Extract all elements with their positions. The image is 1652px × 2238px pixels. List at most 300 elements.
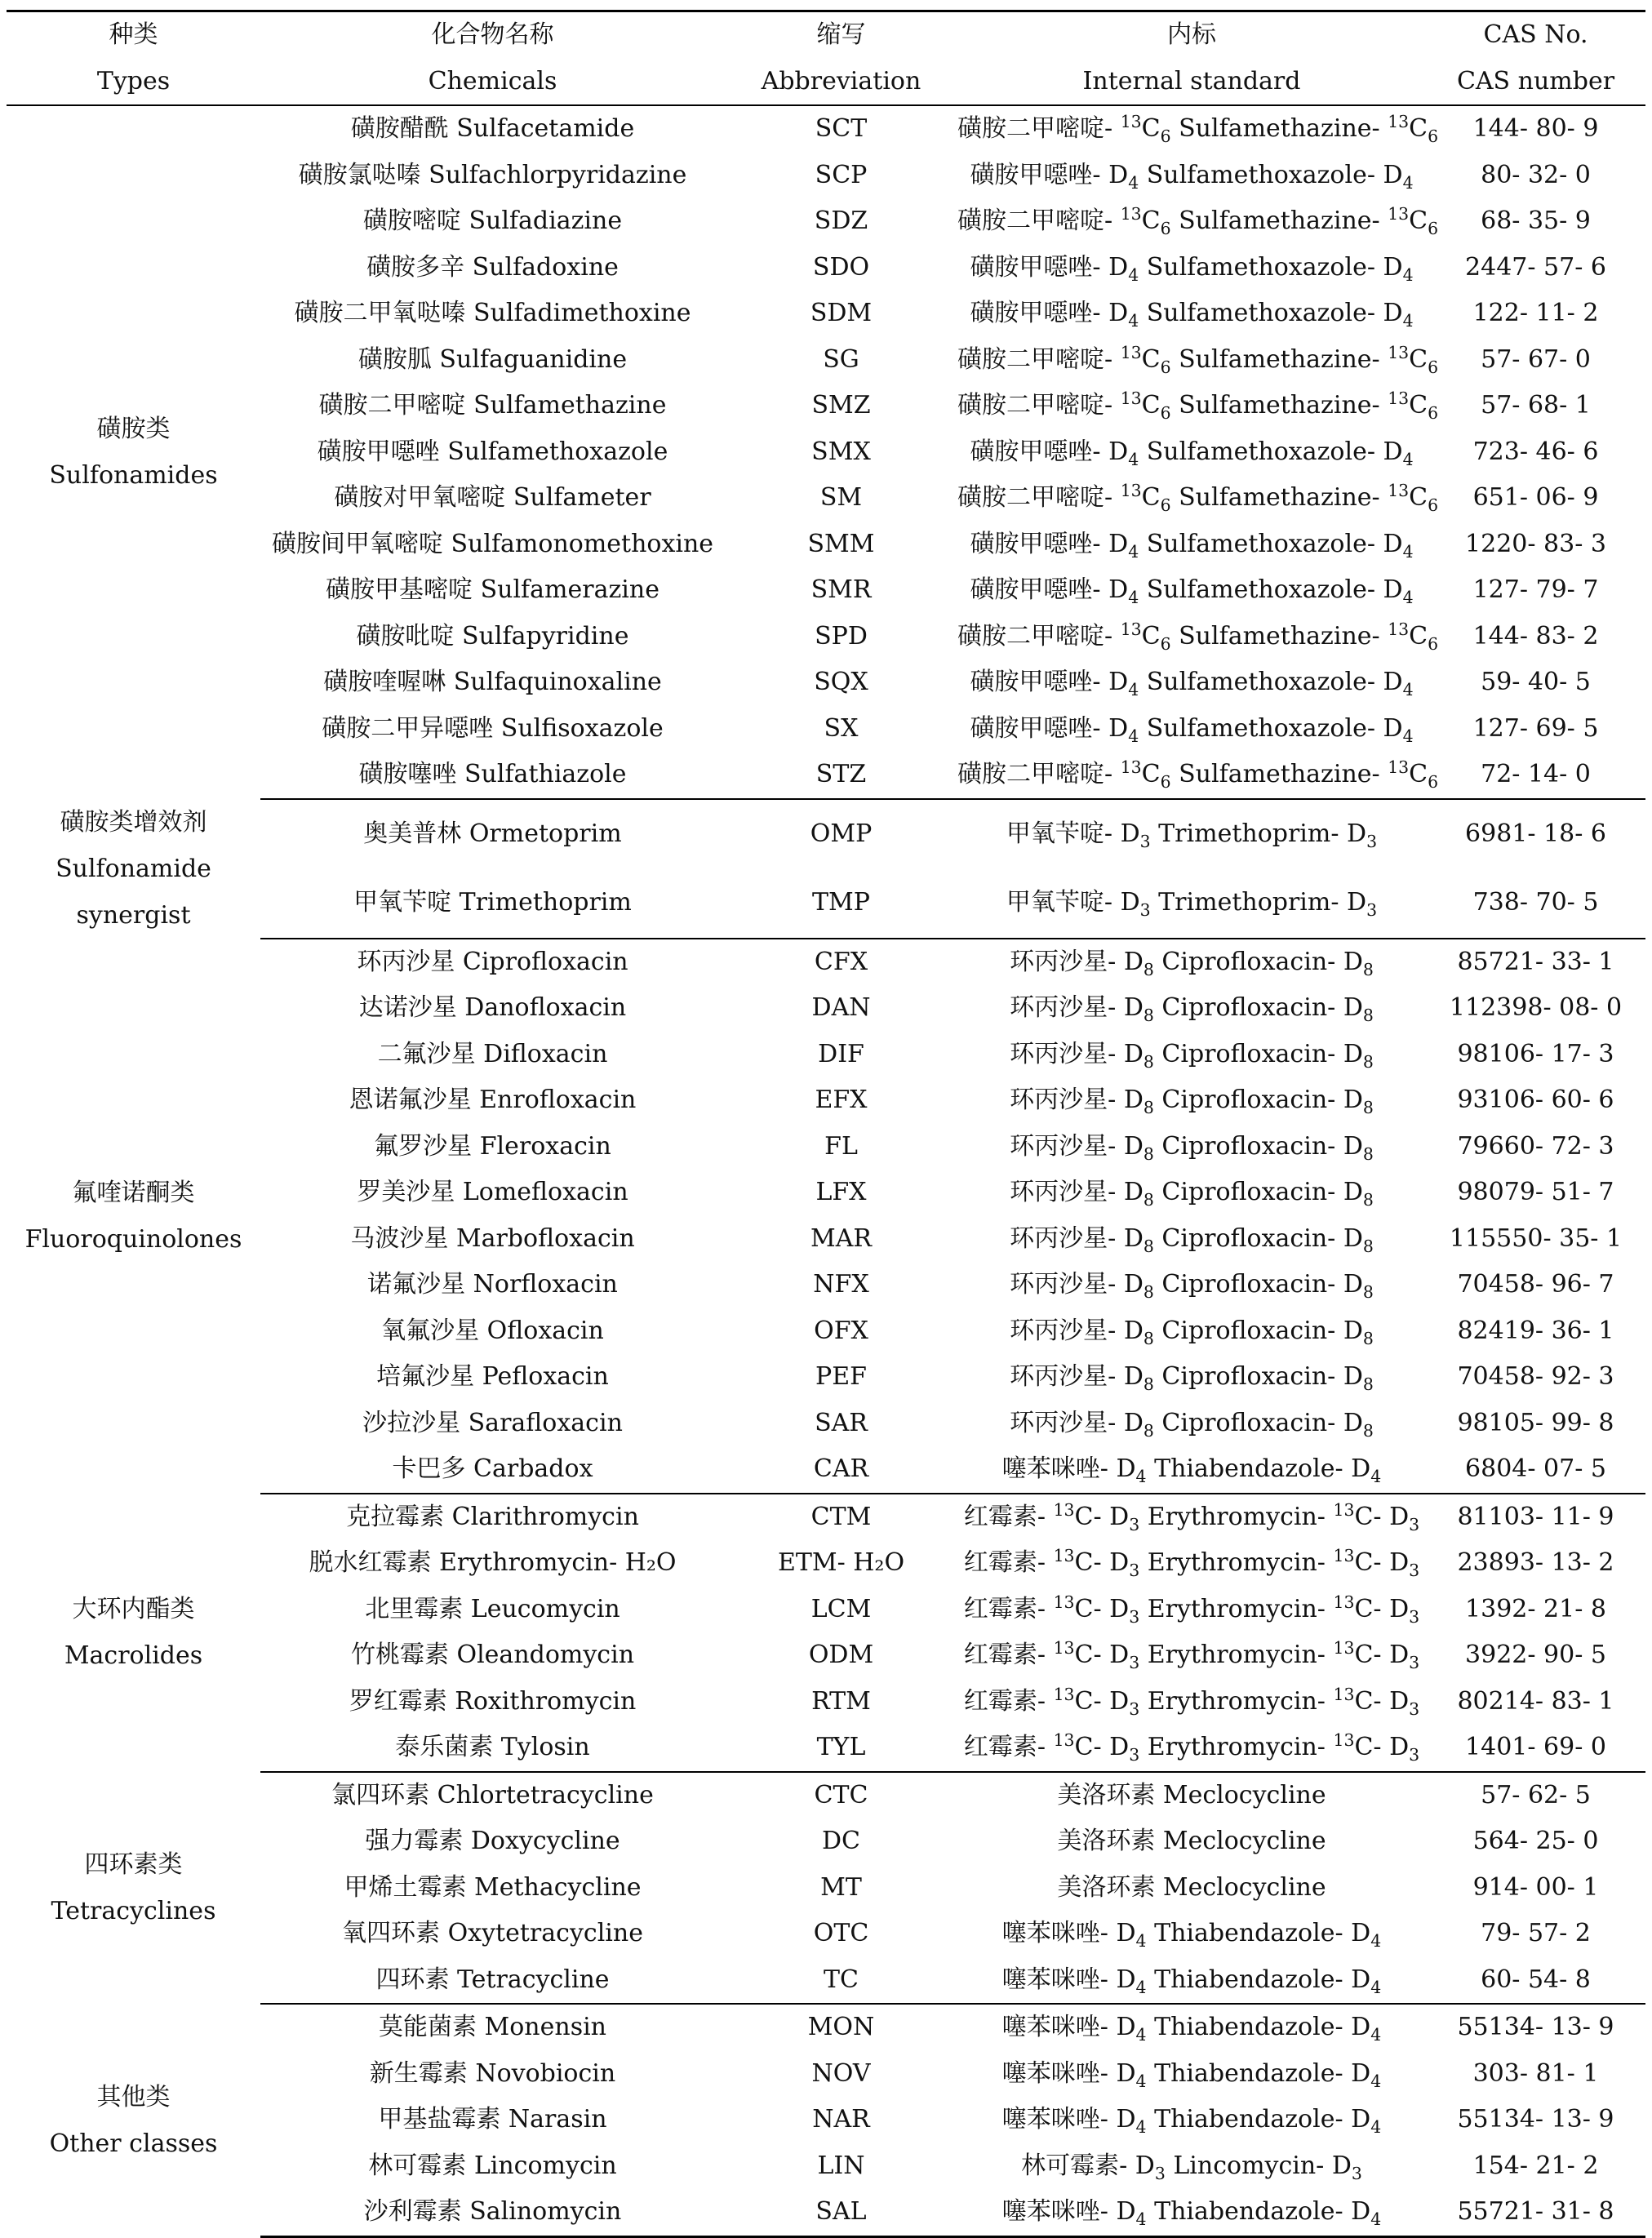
cas-cell: 79660- 72- 3 (1457, 1131, 1614, 1161)
cas-cell: 60- 54- 8 (1426, 1957, 1645, 2005)
cas-cell: 112398- 08- 0 (1449, 993, 1623, 1022)
std-sup: 13 (1053, 1638, 1075, 1658)
std-base2: C- D (1354, 1733, 1410, 1761)
std-sub: 6 (1160, 219, 1171, 238)
internal-standard-cell (957, 1679, 1426, 1725)
std-sub: 3 (1139, 831, 1151, 851)
chemical-cell: 罗红霉素 Roxithromycin (349, 1686, 637, 1716)
std-sub2: 6 (1428, 495, 1439, 515)
std-prefix: 红霉素- (963, 1594, 1054, 1623)
std-sub: 6 (1160, 127, 1171, 146)
std-prefix: 噻苯咪唑- (1001, 2013, 1117, 2041)
std-sup: 13 (1053, 1499, 1075, 1520)
std-sup2: 13 (1333, 1546, 1355, 1565)
internal-standard-cell (957, 291, 1426, 337)
std-sub2: 3 (1366, 831, 1378, 851)
table-row (7, 1494, 1645, 1541)
cas-cell: 70458- 92- 3 (1457, 1362, 1614, 1391)
internal-standard-cell (957, 1632, 1426, 1679)
std-base2: D (1351, 1965, 1371, 1994)
std-sub2: 6 (1428, 633, 1439, 654)
type-en: Tetracyclines (51, 1896, 216, 1925)
std-sub2: 3 (1409, 1606, 1420, 1627)
chemical-cell: 培氟沙星 Pefloxacin (376, 1362, 609, 1391)
compound-table (7, 10, 1645, 2238)
chemical-cell: 甲烯土霉素 Methacycline (344, 1872, 642, 1902)
abbreviation-cell: SMM (807, 529, 875, 558)
std-sub: 8 (1143, 1328, 1154, 1348)
chemical-cell: 克拉霉素 Clarithromycin (346, 1502, 639, 1531)
chemical-cell: 二氟沙星 Difloxacin (377, 1039, 608, 1068)
std-prefix: 环丙沙星- (1010, 1408, 1124, 1437)
std-sub: 4 (1128, 726, 1139, 746)
std-base: D (1123, 1316, 1144, 1345)
std-base: D (1123, 1223, 1144, 1253)
std-prefix: 红霉素- (963, 1502, 1054, 1531)
header-chemicals-cn: 化合物名称 (260, 11, 725, 59)
std-mid: Ciprofloxacin- (1153, 947, 1343, 976)
std-sub: 3 (1129, 1514, 1140, 1534)
std-sub2: 8 (1362, 1282, 1374, 1302)
internal-standard-cell (957, 2097, 1426, 2143)
abbreviation-cell: NFX (813, 1270, 869, 1299)
abbreviation-cell: SDM (810, 299, 873, 327)
internal-standard-cell (957, 939, 1426, 986)
cas-cell: 68- 35- 9 (1481, 206, 1591, 235)
std-base: D (1116, 2197, 1136, 2226)
internal-standard-cell (957, 2143, 1426, 2190)
abbreviation-cell: TYL (725, 1725, 957, 1772)
abbreviation-cell: DIF (818, 1039, 864, 1068)
std-prefix: 磺胺二甲嘧啶- (957, 114, 1121, 143)
std-base: D (1108, 160, 1129, 189)
std-mid: Sulfamethazine- (1170, 114, 1388, 143)
header-types-cn: 种类 (7, 11, 260, 59)
cas-cell: 55134- 13- 9 (1457, 2105, 1614, 2134)
internal-standard-cell (957, 868, 1426, 939)
std-sub2: 6 (1428, 772, 1439, 792)
internal-standard-cell (957, 1587, 1426, 1633)
group-2 (7, 939, 1645, 1494)
std-sub2: 4 (1370, 2025, 1382, 2045)
chemical-cell: 磺胺喹喔啉 Sulfaquinoxaline (323, 668, 662, 696)
std-mid: Erythromycin- (1139, 1641, 1334, 1669)
std-sub: 8 (1143, 1098, 1154, 1117)
std-sub: 8 (1143, 1236, 1154, 1256)
std-prefix: 环丙沙星- (1010, 1086, 1124, 1114)
chemical-cell: 莫能菌素 Monensin (378, 2013, 607, 2041)
std-base2: D (1343, 1131, 1363, 1161)
table-row (7, 1772, 1645, 1819)
chemical-cell: 卡巴多 Carbadox (260, 1446, 725, 1494)
std-sup: 13 (1120, 204, 1142, 224)
std-base: C (1141, 760, 1161, 788)
chemical-cell: 氧氟沙星 Ofloxacin (381, 1316, 604, 1345)
std-sup2: 13 (1388, 481, 1410, 500)
chemical-cell: 磺胺甲基嘧啶 Sulfamerazine (326, 575, 659, 604)
std-prefix: 磺胺甲噁唑- (970, 437, 1109, 466)
cas-cell: 144- 80- 9 (1472, 114, 1599, 143)
chemical-cell: 罗美沙星 Lomefloxacin (357, 1178, 628, 1206)
abbreviation-cell: MON (807, 2013, 875, 2041)
std-base2: C- D (1354, 1548, 1410, 1577)
std-sup: 13 (1053, 1684, 1075, 1704)
std-base: C (1141, 206, 1161, 235)
std-sup2: 13 (1388, 389, 1410, 408)
std-sup2: 13 (1333, 1592, 1355, 1612)
std-sub: 4 (1128, 588, 1139, 607)
std-base2: C- D (1354, 1594, 1410, 1623)
std-base2: D (1351, 2058, 1371, 2088)
chemical-cell: 磺胺二甲氧哒嗪 Sulfadimethoxine (294, 299, 691, 327)
std-sub: 4 (1128, 264, 1139, 285)
std-mid: Ciprofloxacin- (1153, 1086, 1343, 1114)
abbreviation-cell: SMX (811, 437, 871, 466)
std-base: D (1123, 1086, 1144, 1114)
type-cn: 大环内酯类 (72, 1595, 195, 1623)
group-5 (7, 2004, 1645, 2236)
chemical-cell: 氧四环素 Oxytetracycline (342, 1919, 643, 1947)
type-en: Macrolides (64, 1641, 203, 1670)
std-sub: 3 (1129, 1698, 1140, 1719)
type-cell (7, 939, 260, 1494)
std-base2: D (1343, 993, 1363, 1022)
std-base: C- D (1074, 1733, 1130, 1761)
std-base2: D (1383, 713, 1403, 743)
abbreviation-cell: CTM (810, 1502, 872, 1531)
std-mid: Sulfamethoxazole- (1139, 529, 1383, 558)
std-sub: 3 (1129, 1561, 1140, 1580)
abbreviation-cell: TMP (725, 868, 957, 939)
abbreviation-cell: SDZ (814, 206, 868, 235)
std-base: C (1141, 344, 1161, 374)
internal-standard-cell (957, 1818, 1426, 1865)
std-mid: Sulfamethazine- (1170, 206, 1388, 235)
std-base: D (1108, 299, 1129, 327)
std-mid: Sulfamethazine- (1170, 760, 1388, 788)
header-abbreviation-cn: 缩写 (725, 11, 957, 59)
std-prefix: 磺胺二甲嘧啶- (957, 391, 1121, 420)
std-sup2: 13 (1333, 1638, 1355, 1658)
table-row (7, 799, 1645, 869)
std-prefix: 磺胺甲噁唑- (970, 160, 1109, 189)
abbreviation-cell: OTC (813, 1919, 869, 1947)
std-base: D (1108, 252, 1129, 282)
std-base: C- D (1074, 1502, 1130, 1531)
std-sub: 6 (1160, 403, 1171, 423)
abbreviation-cell: ODM (808, 1641, 874, 1669)
std-sub: 8 (1143, 1282, 1154, 1302)
std-sub2: 8 (1362, 1374, 1374, 1394)
std-sub2: 4 (1370, 1977, 1382, 1997)
type-cell (7, 105, 260, 799)
std-base2: D (1351, 2197, 1371, 2226)
internal-standard-cell (957, 475, 1439, 522)
abbreviation-cell: SQX (814, 668, 868, 696)
abbreviation-cell: EFX (815, 1086, 868, 1114)
abbreviation-cell: MT (820, 1872, 862, 1902)
std-mid: Ciprofloxacin- (1153, 1178, 1343, 1206)
abbreviation-cell: SMZ (811, 391, 871, 420)
cas-cell: 1220- 83- 3 (1465, 529, 1606, 558)
type-cn: 磺胺类 (96, 415, 171, 444)
chemical-cell: 泰乐菌素 Tylosin (260, 1725, 725, 1772)
chemical-cell: 奥美普林 Ormetoprim (363, 819, 622, 848)
internal-standard-cell (957, 799, 1426, 869)
std-base: D (1135, 2151, 1155, 2180)
std-prefix: 环丙沙星- (1010, 1039, 1124, 1068)
abbreviation-cell: SX (824, 713, 859, 743)
std-base2: C (1409, 483, 1428, 512)
header-abbreviation-en: Abbreviation (725, 59, 957, 106)
internal-standard-cell (957, 383, 1439, 429)
std-sup2: 13 (1388, 204, 1410, 224)
std-base: D (1123, 1039, 1144, 1068)
type-cn: 氟喹诺酮类 (72, 1178, 195, 1207)
cas-cell: 55721- 31- 8 (1426, 2189, 1645, 2236)
std-sub: 4 (1135, 2117, 1147, 2137)
std-prefix: 噻苯咪唑- (1001, 1454, 1117, 1483)
std-sub: 6 (1160, 633, 1171, 654)
std-prefix: 环丙沙星- (1010, 1316, 1124, 1345)
internal-standard-cell (957, 1077, 1426, 1124)
std-base2: D (1343, 1178, 1363, 1206)
cas-cell: 81103- 11- 9 (1457, 1502, 1614, 1531)
cas-cell: 154- 21- 2 (1472, 2151, 1599, 2180)
std-base2: C (1409, 344, 1428, 374)
std-mid: Thiabendazole- (1146, 2105, 1352, 2134)
std-mid: Erythromycin- (1139, 1502, 1334, 1531)
std-base2: D (1383, 160, 1403, 189)
internal-standard-cell (957, 1911, 1426, 1957)
chemical-cell: 新生霉素 Novobiocin (369, 2058, 616, 2088)
std-mid: Ciprofloxacin- (1153, 1223, 1343, 1253)
cas-cell: 914- 00- 1 (1472, 1872, 1599, 1902)
std-base: D (1116, 1965, 1136, 1994)
std-mid: Sulfamethoxazole- (1139, 437, 1383, 466)
std-sup: 13 (1053, 1546, 1075, 1565)
std-prefix: 美洛环素 Meclocycline (1057, 1827, 1326, 1855)
std-sup: 13 (1120, 112, 1142, 131)
header-cas-cn: CAS No. (1426, 11, 1645, 59)
internal-standard-cell (957, 706, 1426, 753)
cas-cell: 303- 81- 1 (1472, 2058, 1599, 2088)
std-prefix: 甲氧苄啶- (1006, 888, 1121, 917)
std-sub: 8 (1143, 959, 1154, 979)
abbreviation-cell: SPD (815, 621, 868, 651)
std-sub: 4 (1128, 680, 1139, 699)
abbreviation-cell: SDO (812, 252, 870, 282)
type-en: Fluoroquinolones (24, 1224, 242, 1254)
internal-standard-cell (957, 1772, 1426, 1819)
std-base2: C (1409, 114, 1428, 143)
header-internal-standard-cn: 内标 (957, 11, 1426, 59)
std-base: C (1141, 114, 1161, 143)
std-base: D (1123, 993, 1144, 1022)
std-base: D (1108, 668, 1129, 696)
abbreviation-cell: SCP (815, 160, 868, 189)
std-mid: Ciprofloxacin- (1153, 1039, 1343, 1068)
chemical-cell: 脱水红霉素 Erythromycin- H₂O (309, 1548, 677, 1577)
std-sup2: 13 (1333, 1499, 1355, 1520)
std-sub2: 3 (1409, 1698, 1420, 1719)
std-sub2: 6 (1428, 219, 1439, 238)
cas-cell: 80- 32- 0 (1481, 160, 1591, 189)
std-base2: D (1343, 947, 1363, 976)
std-prefix: 林可霉素- (1021, 2151, 1135, 2180)
std-base: C (1141, 391, 1161, 420)
std-base2: D (1383, 437, 1403, 466)
std-base: C- D (1074, 1686, 1130, 1716)
chemical-cell: 磺胺多辛 Sulfadoxine (366, 252, 619, 282)
chemical-cell: 竹桃霉素 Oleandomycin (350, 1641, 635, 1669)
std-sub2: 6 (1428, 403, 1439, 423)
internal-standard-cell (957, 567, 1426, 614)
std-base2: D (1343, 1316, 1363, 1345)
table-row (7, 939, 1645, 986)
internal-standard-cell (957, 1170, 1426, 1216)
std-sub2: 8 (1362, 1006, 1374, 1025)
cas-cell: 2447- 57- 6 (1465, 252, 1606, 282)
std-base: D (1116, 2013, 1136, 2041)
std-sub: 3 (1129, 1745, 1140, 1765)
std-mid: Sulfamethoxazole- (1139, 252, 1383, 282)
std-prefix: 环丙沙星- (1010, 1362, 1124, 1391)
std-sub2: 3 (1409, 1561, 1420, 1580)
std-base2: D (1343, 1223, 1363, 1253)
chemical-cell: 磺胺二甲异噁唑 Sulfisoxazole (322, 713, 664, 743)
std-sup2: 13 (1388, 112, 1410, 131)
std-prefix: 磺胺二甲嘧啶- (957, 760, 1121, 788)
std-mid: Trimethoprim- (1150, 888, 1348, 917)
internal-standard-cell (957, 1540, 1426, 1587)
chemical-cell: 磺胺氯哒嗪 Sulfachlorpyridazine (298, 160, 687, 189)
std-prefix: 红霉素- (963, 1686, 1054, 1716)
header-row-chinese (7, 11, 1645, 59)
std-base2: D (1343, 1362, 1363, 1391)
std-mid: Ciprofloxacin- (1153, 1131, 1343, 1161)
std-mid: Erythromycin- (1139, 1594, 1334, 1623)
std-prefix: 磺胺二甲嘧啶- (957, 621, 1121, 651)
internal-standard-cell (957, 659, 1426, 706)
std-base: D (1123, 1131, 1144, 1161)
std-prefix: 噻苯咪唑- (1001, 1919, 1117, 1947)
chemical-cell: 磺胺吡啶 Sulfapyridine (356, 621, 629, 651)
std-prefix: 磺胺甲噁唑- (970, 668, 1109, 696)
std-sub2: 8 (1362, 959, 1374, 979)
chemical-cell: 林可霉素 Lincomycin (368, 2151, 617, 2180)
internal-standard-cell (957, 1124, 1426, 1170)
std-prefix: 环丙沙星- (1010, 1223, 1124, 1253)
type-cn: 四环素类 (84, 1849, 183, 1879)
internal-standard-cell (957, 429, 1426, 476)
chemical-cell: 磺胺甲噁唑 Sulfamethoxazole (317, 437, 668, 466)
std-mid: Sulfamethazine- (1170, 391, 1388, 420)
internal-standard-cell (957, 2051, 1426, 2098)
std-sub: 4 (1128, 172, 1139, 193)
cas-cell: 80214- 83- 1 (1457, 1686, 1614, 1716)
abbreviation-cell: CTC (814, 1780, 868, 1809)
std-sub2: 4 (1370, 1467, 1382, 1486)
abbreviation-cell: DAN (811, 993, 871, 1022)
std-base2: D (1383, 529, 1403, 558)
std-base2: C (1409, 621, 1428, 651)
std-sub2: 4 (1402, 541, 1414, 562)
internal-standard-cell (957, 1262, 1426, 1308)
abbreviation-cell: CFX (814, 947, 868, 976)
std-prefix: 磺胺二甲嘧啶- (957, 344, 1121, 374)
group-1 (7, 799, 1645, 939)
type-en: Other classes (49, 2129, 218, 2158)
std-mid: Lincomycin- (1165, 2151, 1332, 2180)
abbreviation-cell: LIN (817, 2151, 865, 2180)
cas-cell: 98079- 51- 7 (1457, 1178, 1614, 1206)
std-sub: 8 (1143, 1190, 1154, 1210)
std-prefix: 环丙沙星- (1010, 1270, 1124, 1299)
std-base: D (1123, 1270, 1144, 1299)
std-sub: 8 (1143, 1006, 1154, 1025)
std-base: C (1141, 621, 1161, 651)
cas-cell: 72- 14- 0 (1426, 752, 1645, 799)
std-base2: C (1409, 391, 1428, 420)
std-sup: 13 (1120, 342, 1142, 362)
header-cas-en: CAS number (1426, 59, 1645, 106)
std-sub2: 4 (1370, 1931, 1382, 1951)
std-mid: Erythromycin- (1139, 1733, 1334, 1761)
chemical-cell: 沙利霉素 Salinomycin (260, 2189, 725, 2236)
abbreviation-cell: CAR (725, 1446, 957, 1494)
std-sub2: 4 (1402, 449, 1414, 469)
abbreviation-cell: SAR (815, 1408, 868, 1437)
std-mid: Erythromycin- (1139, 1548, 1334, 1577)
abbreviation-cell: SM (819, 483, 863, 512)
chemical-cell: 恩诺氟沙星 Enrofloxacin (349, 1086, 637, 1114)
std-sub2: 3 (1366, 900, 1378, 920)
internal-standard-cell (957, 1308, 1426, 1355)
std-sub2: 4 (1402, 172, 1414, 193)
std-base: D (1108, 529, 1129, 558)
std-sub2: 4 (1370, 2117, 1382, 2137)
std-base2: D (1351, 2105, 1371, 2134)
std-mid: Thiabendazole- (1146, 2013, 1352, 2041)
abbreviation-cell: NOV (811, 2058, 871, 2088)
cas-cell: 82419- 36- 1 (1457, 1316, 1614, 1345)
std-sub2: 8 (1362, 1420, 1374, 1441)
std-base2: C- D (1354, 1686, 1410, 1716)
cas-cell: 1392- 21- 8 (1465, 1594, 1606, 1623)
type-cell (7, 1494, 260, 1772)
abbreviation-cell: LCM (810, 1594, 872, 1623)
std-mid: Sulfamethazine- (1170, 621, 1388, 651)
std-sup: 13 (1120, 619, 1142, 639)
std-mid: Erythromycin- (1139, 1686, 1334, 1716)
header-row-english (7, 59, 1645, 106)
cas-cell: 57- 68- 1 (1481, 391, 1591, 420)
std-sub2: 8 (1362, 1236, 1374, 1256)
std-prefix: 磺胺甲噁唑- (970, 529, 1109, 558)
std-sub: 6 (1160, 772, 1171, 792)
std-mid: Sulfamethazine- (1170, 344, 1388, 374)
std-mid: Sulfamethoxazole- (1139, 160, 1383, 189)
chemical-cell: 马波沙星 Marbofloxacin (350, 1223, 635, 1253)
internal-standard-cell (957, 337, 1439, 384)
std-base: D (1123, 1408, 1144, 1437)
type-cn: 磺胺类增效剂 (60, 807, 207, 837)
std-base: D (1123, 1178, 1144, 1206)
type-cell (7, 2004, 260, 2236)
abbreviation-cell: LFX (815, 1178, 867, 1206)
std-base2: D (1383, 299, 1403, 327)
